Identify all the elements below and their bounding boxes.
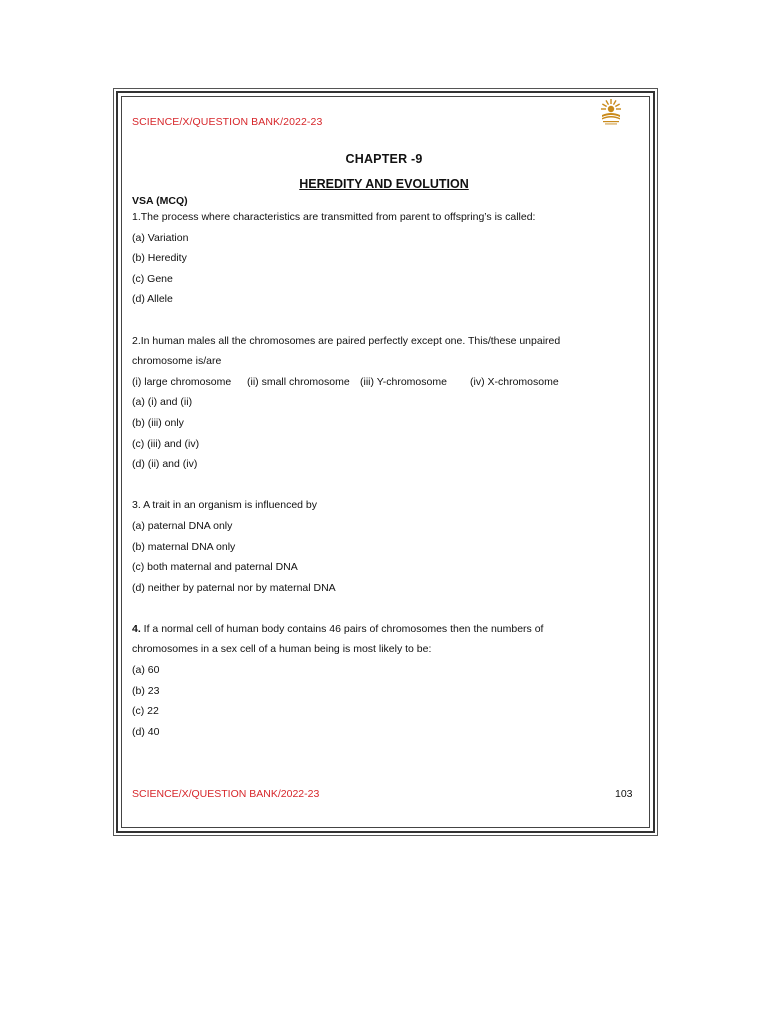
question-list bbox=[132, 207, 642, 742]
answer-option: (c) both maternal and paternal DNA bbox=[132, 561, 298, 574]
question-4 bbox=[132, 619, 642, 743]
page-header: SCIENCE/X/QUESTION BANK/2022-23 bbox=[132, 116, 323, 128]
spacer bbox=[132, 310, 642, 331]
question-text: chromosome is/are bbox=[132, 355, 222, 368]
answer-option: (b) 23 bbox=[132, 684, 160, 697]
answer-option: (c) 22 bbox=[132, 705, 159, 718]
answer-option: (b) maternal DNA only bbox=[132, 540, 236, 553]
answer-option: (d) 40 bbox=[132, 725, 160, 738]
answer-option: (b) (iii) only bbox=[132, 416, 184, 429]
chapter-subtitle: HEREDITY AND EVOLUTION bbox=[299, 177, 469, 191]
answer-option: (a) Variation bbox=[132, 231, 189, 244]
question-3 bbox=[132, 495, 642, 598]
answer-option: (d) neither by paternal nor by maternal DNA bbox=[132, 581, 336, 594]
sub-option: (ii) small chromosome bbox=[247, 375, 350, 388]
sub-option: (iii) Y-chromosome bbox=[360, 375, 447, 388]
answer-option: (a) 60 bbox=[132, 664, 160, 677]
page-footer: SCIENCE/X/QUESTION BANK/2022-23 bbox=[132, 788, 320, 800]
chapter-title: CHAPTER -9 bbox=[345, 152, 423, 166]
answer-option: (d) (ii) and (iv) bbox=[132, 458, 198, 471]
question-text: 3. A trait in an organism is influenced by bbox=[132, 499, 318, 512]
spacer bbox=[132, 598, 642, 619]
question-1 bbox=[132, 207, 642, 310]
answer-option: (d) Allele bbox=[132, 293, 173, 306]
question-text-line bbox=[132, 619, 642, 640]
answer-option: (a) (i) and (ii) bbox=[132, 396, 193, 409]
answer-option: (a) paternal DNA only bbox=[132, 519, 233, 532]
question-text: 2.In human males all the chromosomes are paired perfectly except one. This/these unpaired bbox=[132, 334, 561, 347]
question-text: chromosomes in a sex cell of a human being is most likely to be: bbox=[132, 643, 432, 656]
sub-options-row bbox=[132, 372, 642, 393]
question-text: 1.The process where characteristics are transmitted from parent to offspring’s is called: bbox=[132, 211, 536, 223]
section-label: VSA (MCQ) bbox=[132, 195, 188, 207]
question-2 bbox=[132, 331, 642, 475]
sub-option: (i) large chromosome bbox=[132, 375, 232, 388]
sub-option: (iv) X-chromosome bbox=[470, 375, 559, 388]
spacer bbox=[132, 475, 642, 496]
answer-option: (b) Heredity bbox=[132, 252, 187, 265]
question-text: If a normal cell of human body contains 46 pairs of chromosomes then the numbers of bbox=[140, 622, 544, 635]
question-number: 4. bbox=[132, 622, 141, 635]
answer-option: (c) (iii) and (iv) bbox=[132, 437, 200, 450]
page-number: 103 bbox=[615, 788, 633, 800]
answer-option: (c) Gene bbox=[132, 272, 173, 285]
kendriya-vidyalaya-emblem-icon bbox=[598, 98, 624, 128]
